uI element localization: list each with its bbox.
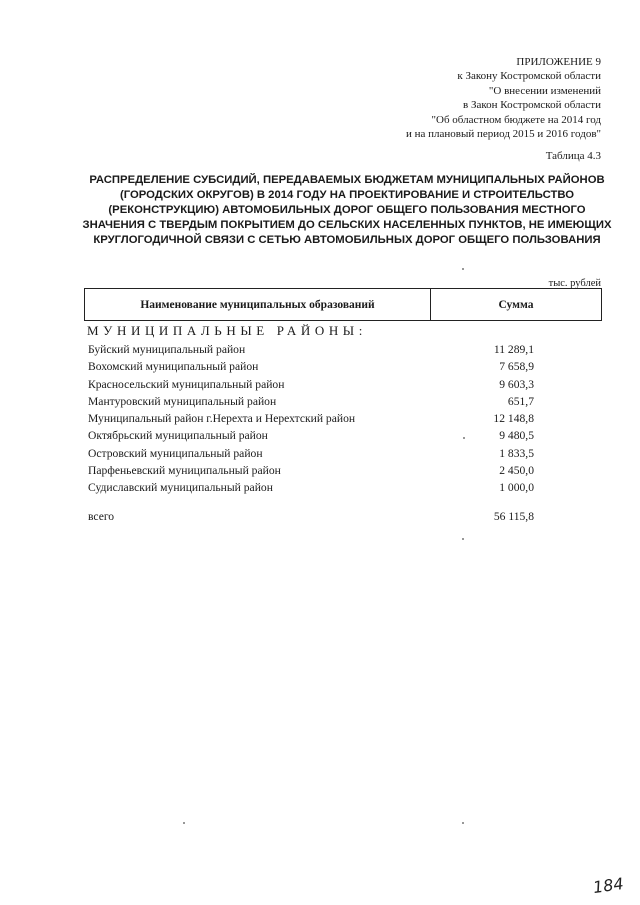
row-name: Парфеньевский муниципальный район [88,463,281,477]
table-row [88,445,534,462]
row-value: 1 833,5 [499,446,534,460]
scan-speck [462,822,464,824]
row-value: 9 603,3 [499,377,534,391]
header-line-appendix: ПРИЛОЖЕНИЕ 9 [516,56,601,68]
page-number: 184 [592,873,626,898]
title-line: РАСПРЕДЕЛЕНИЕ СУБСИДИЙ, ПЕРЕДАВАЕМЫХ БЮДЖЕТАМ МУНИЦИПАЛЬНЫХ РАЙОНОВ [89,174,605,186]
table-row [88,341,534,358]
total-row [88,508,534,525]
document-title [82,173,612,248]
header-line-budget: "Об областном бюджете на 2014 год [431,113,601,126]
row-value: 11 289,1 [493,343,534,356]
table-row [88,410,534,427]
table-row [88,393,534,410]
header-line-law-ref: в Закон Костромской области [463,99,601,112]
title-line: ЗНАЧЕНИЯ С ТВЕРДЫМ ПОКРЫТИЕМ ДО СЕЛЬСКИХ НАСЕЛЕННЫХ ПУНКТОВ, НЕ ИМЕЮЩИХ [82,219,612,231]
column-header-sum: Сумма [498,298,534,311]
table-number: Таблица 4.3 [545,150,601,162]
row-value: 1 000,0 [499,481,534,494]
scan-speck [183,822,185,824]
table-row [88,427,534,444]
units-label: тыс. рублей [548,278,601,289]
row-value: 2 450,0 [499,463,534,477]
row-value: 7 658,9 [499,360,534,374]
row-value: 651,7 [507,394,534,408]
header-line-law: к Закону Костромской области [457,70,601,83]
total-label: всего [88,510,115,523]
row-name: Буйский муниципальный район [88,343,246,356]
table-row [88,462,534,479]
table-row [88,358,534,375]
table-row [88,479,534,496]
row-name: Вохомский муниципальный район [88,360,259,374]
row-value: 9 480,5 [499,429,534,443]
scan-speck [463,437,465,439]
scan-speck [462,268,464,270]
row-name: Судиславский муниципальный район [88,481,273,494]
column-header-name: Наименование муниципальных образований [85,289,431,320]
row-name: Мантуровский муниципальный район [88,394,277,408]
row-name: Муниципальный район г.Нерехта и Нерехтский район [88,412,356,425]
row-value: 12 148,8 [493,412,534,425]
scan-speck [462,538,464,540]
title-line: (ГОРОДСКИХ ОКРУГОВ) В 2014 ГОДУ НА ПРОЕКТИРОВАНИЕ И СТРОИТЕЛЬСТВО [119,189,575,201]
section-heading: МУНИЦИПАЛЬНЫЕ РАЙОНЫ: [87,323,367,338]
row-name: Красносельский муниципальный район [88,377,285,391]
row-name: Октябрьский муниципальный район [88,429,268,443]
header-line-amendments: "О внесении изменений [488,84,601,97]
table-row [88,376,534,393]
title-line: (РЕКОНСТРУКЦИЮ) АВТОМОБИЛЬНЫХ ДОРОГ ОБЩЕГО ПОЛЬЗОВАНИЯ МЕСТНОГО [108,204,586,216]
appendix-header [341,55,601,141]
title-line: КРУГЛОГОДИЧНОЙ СВЯЗИ С СЕТЬЮ АВТОМОБИЛЬНЫХ ДОРОГ ОБЩЕГО ПОЛЬЗОВАНИЯ [93,234,601,246]
row-name: Островский муниципальный район [88,446,263,460]
table-body [88,341,534,496]
total-value: 56 115,8 [493,510,534,523]
table-header [84,288,602,321]
header-line-period: и на плановый период 2015 и 2016 годов" [405,128,601,141]
